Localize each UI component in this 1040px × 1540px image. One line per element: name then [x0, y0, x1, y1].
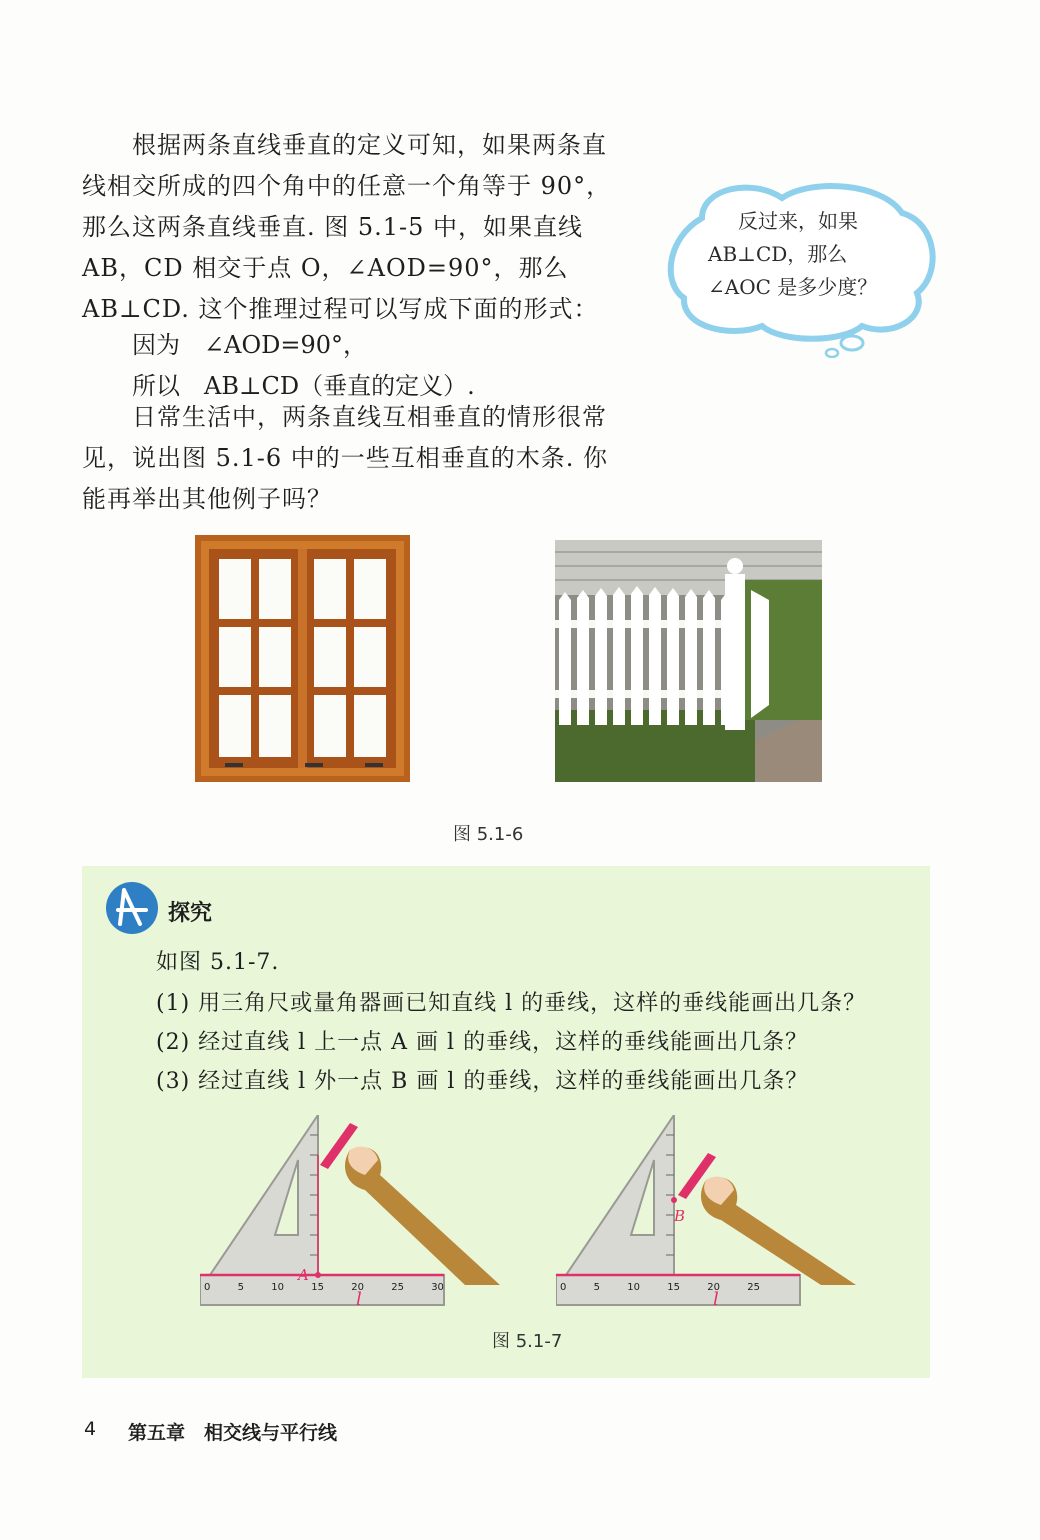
ruler-tick: 20: [707, 1282, 720, 1293]
point-a-label: A: [298, 1266, 309, 1284]
bubble-line: 反过来，如果: [738, 209, 858, 233]
ruler-tick: 10: [627, 1282, 640, 1293]
line-l-label-left: l: [356, 1289, 362, 1310]
paragraph-daily-life: 日常生活中，两条直线互相垂直的情形很常见，说出图 5.1-6 中的一些互相垂直的木条. 你能再举出其他例子吗？: [82, 403, 609, 513]
explore-question-2: (2) 经过直线 l 上一点 A 画 l 的垂线，这样的垂线能画出几条？: [156, 1030, 809, 1055]
bubble-line: ∠AOC 是多少度？: [708, 275, 878, 299]
ruler-tick: 5: [593, 1282, 600, 1293]
point-b-label: B: [674, 1207, 686, 1225]
ruler-ticks-left: [204, 1282, 444, 1293]
because-line: 因为 ∠AOD=90°，: [132, 331, 368, 359]
figure-caption-5-1-7: 图 5.1-7: [492, 1331, 563, 1352]
paragraph-definition: 根据两条直线垂直的定义可知，如果两条直线相交所成的四个角中的任意一个角等于 90°，那么这两条直线垂直. 图 5.1-5 中，如果直线 AB，CD 相交于点 O，∠AOD=90°，那么 AB⊥CD. 这个推理过程可以写成下面的形式：: [82, 131, 612, 323]
chapter-title: 第五章 相交线与平行线: [128, 1422, 338, 1444]
ruler-tick: 30: [431, 1282, 444, 1293]
bubble-text: [700, 205, 920, 304]
ruler-tick: 25: [747, 1282, 760, 1293]
explore-question-1: (1) 用三角尺或量角器画已知直线 l 的垂线，这样的垂线能画出几条？: [156, 991, 867, 1016]
bubble-line: AB⊥CD，那么: [708, 242, 848, 266]
page-number: 4: [84, 1418, 97, 1440]
ruler-tick: 5: [237, 1282, 244, 1293]
ruler-tick: 0: [204, 1282, 211, 1293]
window-photo: [195, 535, 410, 782]
ruler-tick: 10: [271, 1282, 284, 1293]
explore-intro: 如图 5.1-7.: [156, 950, 280, 975]
explore-question-3: (3) 经过直线 l 外一点 B 画 l 的垂线，这样的垂线能画出几条？: [156, 1069, 809, 1094]
figure-caption-5-1-6: 图 5.1-6: [453, 824, 524, 845]
ruler-tick: 15: [311, 1282, 324, 1293]
ruler-tick: 15: [667, 1282, 680, 1293]
fence-photo: [555, 540, 822, 782]
ruler-tick: 25: [391, 1282, 404, 1293]
therefore-line: 所以 AB⊥CD（垂直的定义）.: [132, 372, 475, 400]
explore-title: 探究: [168, 901, 213, 926]
ruler-tick: 0: [560, 1282, 567, 1293]
ruler-tick: 20: [351, 1282, 364, 1293]
compass-icon: [104, 880, 160, 936]
ruler-ticks-right: [560, 1282, 760, 1293]
line-l-label-right: l: [713, 1289, 719, 1310]
